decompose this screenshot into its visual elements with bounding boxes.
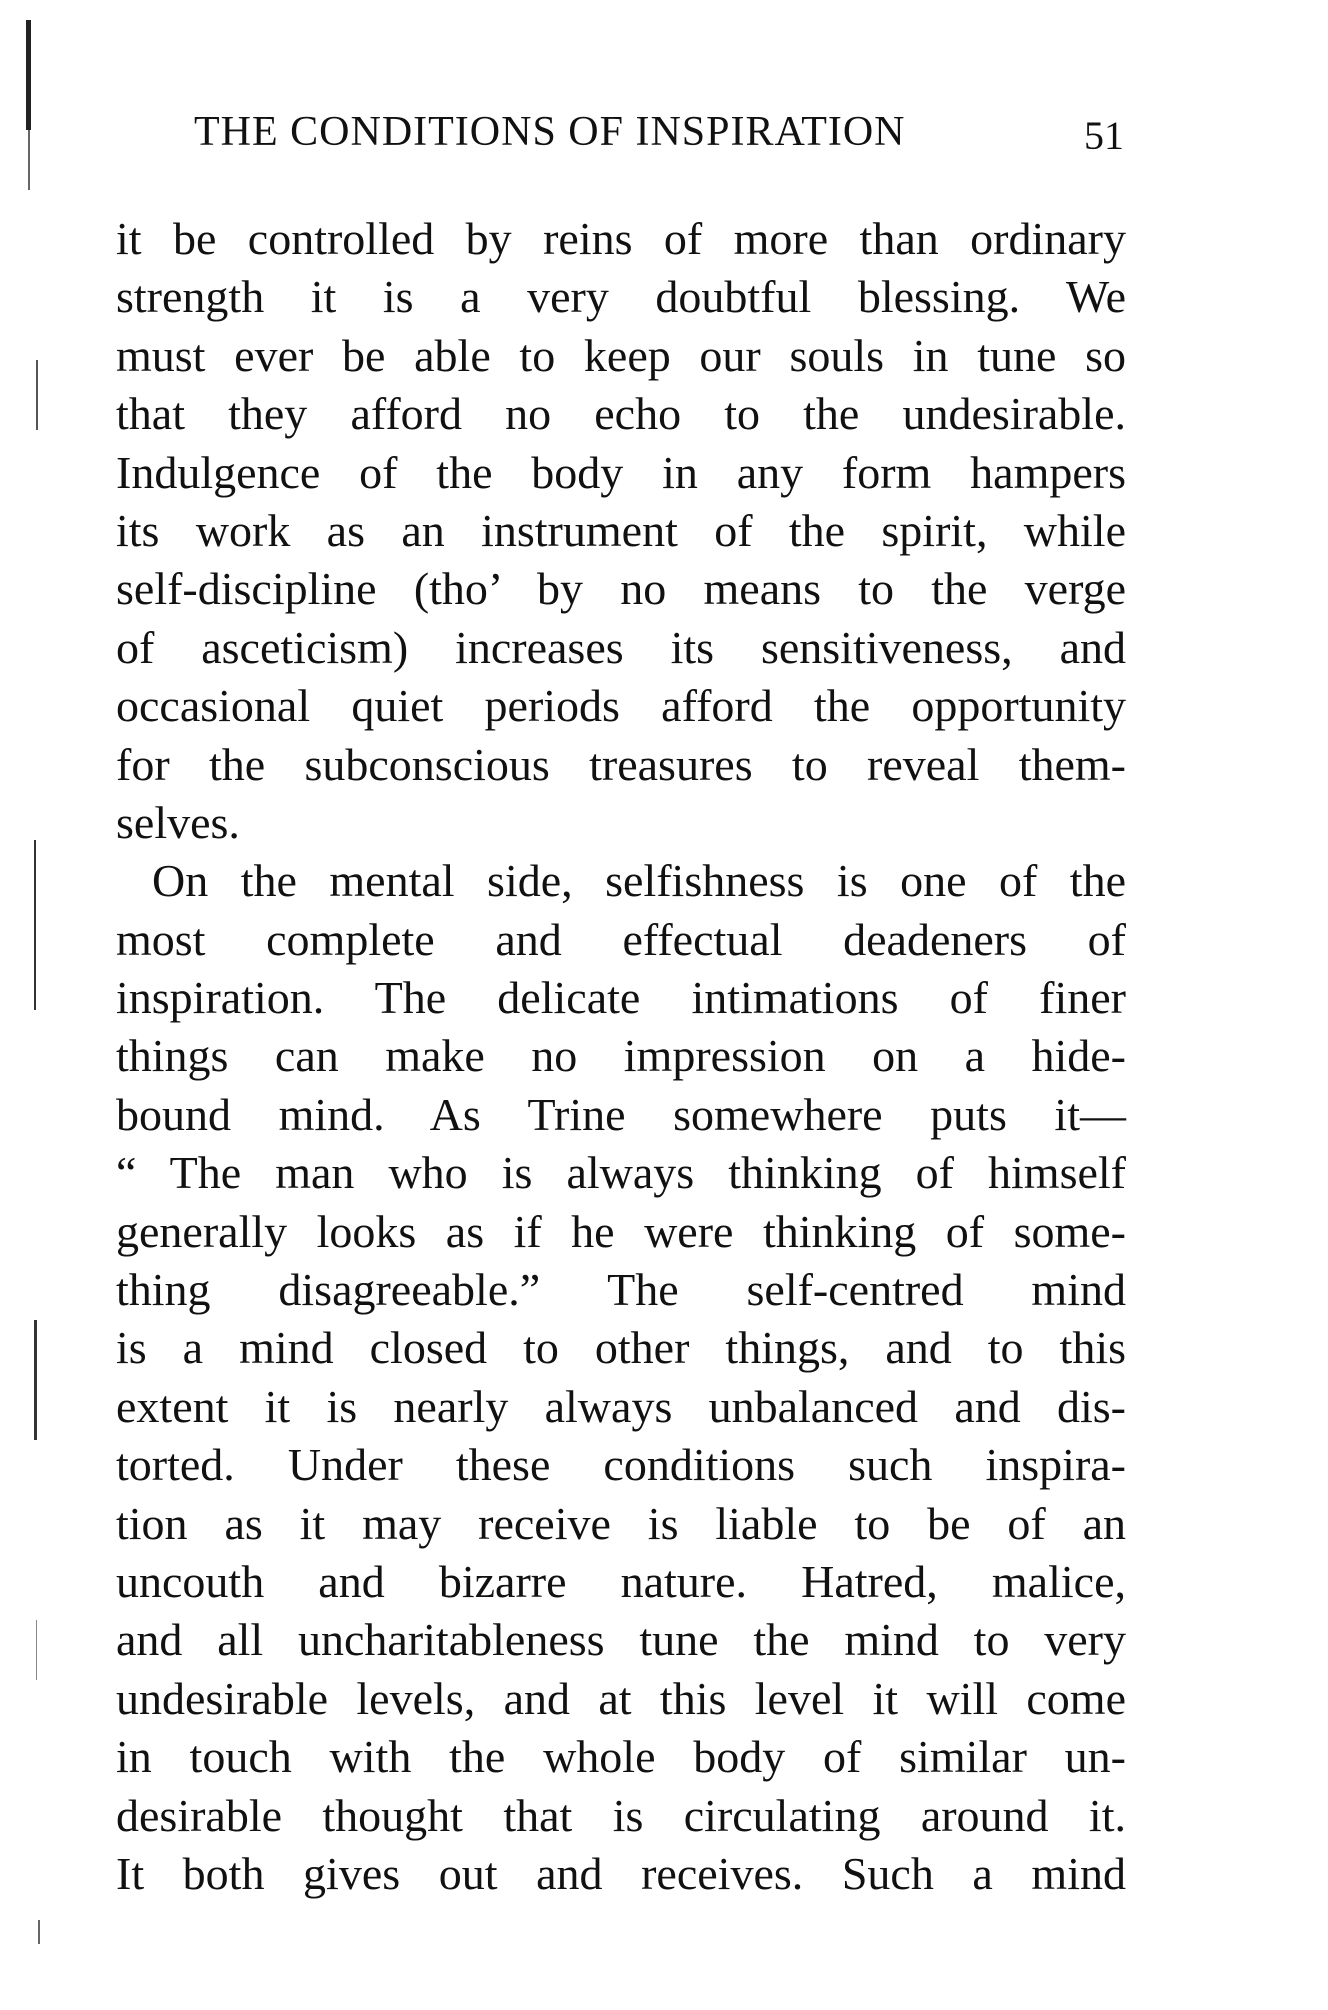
text-line: generally looks as if he were thinking of some- (116, 1205, 1126, 1257)
binding-edge-marks (24, 20, 64, 1970)
text-line: and all uncharitableness tune the mind to very (116, 1614, 1126, 1666)
text-line: it be controlled by reins of more than ordinary (116, 213, 1126, 264)
edge-mark (36, 360, 38, 430)
text-line: uncouth and bizarre nature. Hatred, malice, (116, 1555, 1126, 1607)
text-line: thing disagreeable.” The self-centred mind (116, 1264, 1126, 1316)
text-line: Indulgence of the body in any form hampers (116, 446, 1126, 498)
text-line: selves. (116, 796, 240, 848)
page-number: 51 (1084, 113, 1124, 158)
text-line: that they afford no echo to the undesirable. (116, 388, 1126, 440)
edge-mark (26, 20, 31, 130)
text-line: most complete and effectual deadeners of (116, 913, 1126, 965)
text-line: things can make no impression on a hide- (116, 1030, 1126, 1082)
text-line: occasional quiet periods afford the opportunity (116, 680, 1126, 732)
body-text (116, 210, 1126, 1903)
text-line: its work as an instrument of the spirit, while (116, 504, 1126, 556)
text-line: torted. Under these conditions such inspira- (116, 1439, 1126, 1491)
text-line: of asceticism) increases its sensitiveness, and (116, 621, 1126, 673)
text-line: desirable thought that is circulating around it. (116, 1789, 1126, 1841)
text-line: It both gives out and receives. Such a mind (116, 1847, 1126, 1899)
paragraph (116, 852, 1126, 1903)
text-line: bound mind. As Trine somewhere puts it— (116, 1088, 1126, 1140)
page-header (194, 108, 1124, 168)
edge-mark (28, 130, 30, 190)
text-line: undesirable levels, and at this level it will come (116, 1672, 1126, 1724)
text-line: inspiration. The delicate intimations of finer (116, 972, 1126, 1024)
edge-mark (34, 1320, 37, 1440)
edge-mark (36, 1620, 37, 1680)
text-line: self-discipline (tho’ by no means to the verge (116, 563, 1126, 615)
text-line: strength it is a very doubtful blessing. We (116, 271, 1126, 323)
edge-mark (34, 840, 36, 1010)
text-line: in touch with the whole body of similar un- (116, 1731, 1126, 1783)
text-line: extent it is nearly always unbalanced and dis- (116, 1380, 1126, 1432)
text-line: for the subconscious treasures to reveal them- (116, 738, 1126, 790)
text-line: is a mind closed to other things, and to this (116, 1322, 1126, 1374)
running-title: THE CONDITIONS OF INSPIRATION (194, 109, 906, 155)
text-line: tion as it may receive is liable to be of an (116, 1497, 1126, 1549)
text-line: must ever be able to keep our souls in tune so (116, 329, 1126, 381)
text-line: “ The man who is always thinking of himself (116, 1147, 1126, 1199)
paragraph (116, 210, 1126, 852)
text-line: On the mental side, selfishness is one of the (152, 855, 1126, 907)
edge-mark (38, 1920, 40, 1944)
